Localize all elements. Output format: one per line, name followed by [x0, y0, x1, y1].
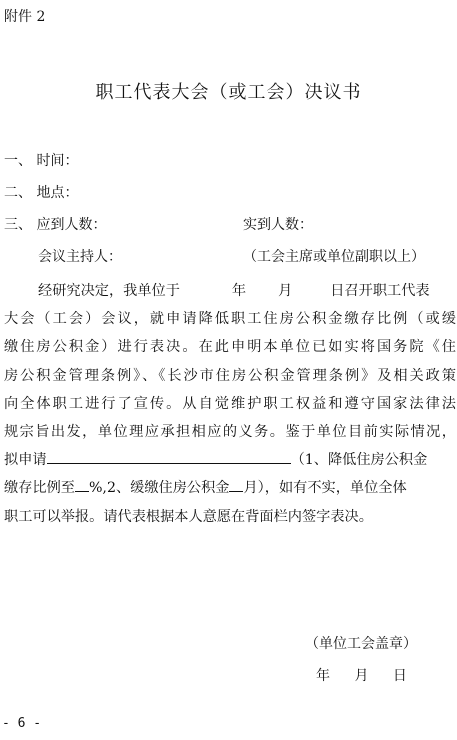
application-blank[interactable]: [47, 463, 291, 464]
body-line-9: 职工可以举报。请代表根据本人意愿在背面栏内签字表决。: [4, 508, 373, 525]
item-attend-due: 三、 应到人数：: [4, 217, 107, 233]
body-text: 月），如有不实，单位全体: [243, 480, 407, 497]
item-time: 一、 时间：: [4, 153, 79, 169]
page-number: - 6 -: [2, 716, 42, 731]
resolution-body: [4, 277, 456, 531]
body-line-2: 大会（工会）会议，就申请降低职工住房公积金缴存比例（或缓: [4, 311, 456, 328]
body-text: 日召开职工代表: [330, 283, 430, 299]
body-text: （1、降低住房公积金: [290, 452, 428, 469]
body-line-1: [4, 277, 456, 305]
body-text: %,2、缓缴住房公积金: [88, 480, 230, 497]
body-line-4: 房公积金管理条例》、《长沙市住房公积金管理条例》及相关政策: [4, 367, 456, 384]
body-line-8: [4, 474, 456, 502]
host-label: 会议主持人：: [38, 249, 122, 265]
document-title: 职工代表大会（或工会）决议书: [95, 82, 362, 103]
attachment-label: 附件 2: [4, 9, 46, 25]
body-line-6: 规宗旨出发，单位理应承担相应的义务。鉴于单位目前实际情况，: [4, 424, 456, 441]
ratio-blank[interactable]: [75, 491, 89, 492]
body-text: 缴存比例至: [4, 480, 75, 497]
year-word: 年: [231, 283, 247, 299]
body-text: 拟申请: [4, 452, 47, 469]
item-attend-actual: 实到人数：: [243, 217, 313, 233]
body-text: 经研究决定，我单位于: [38, 283, 180, 299]
item-place: 二、 地点：: [4, 185, 79, 201]
body-line-7: [4, 446, 456, 474]
host-note: （工会主席或单位副职以上）: [243, 249, 425, 265]
signature-date: 年 月 日: [316, 668, 407, 684]
month-word: 月: [278, 283, 293, 299]
body-line-3: 缴住房公积金）进行表决。在此申明本单位已如实将国务院《住: [4, 339, 456, 356]
union-seal-label: （单位工会盖章）: [305, 636, 417, 652]
body-line-5: 向全体职工进行了宣传。从自觉维护职工权益和遵守国家法律法: [4, 395, 456, 412]
months-blank[interactable]: [229, 491, 243, 492]
